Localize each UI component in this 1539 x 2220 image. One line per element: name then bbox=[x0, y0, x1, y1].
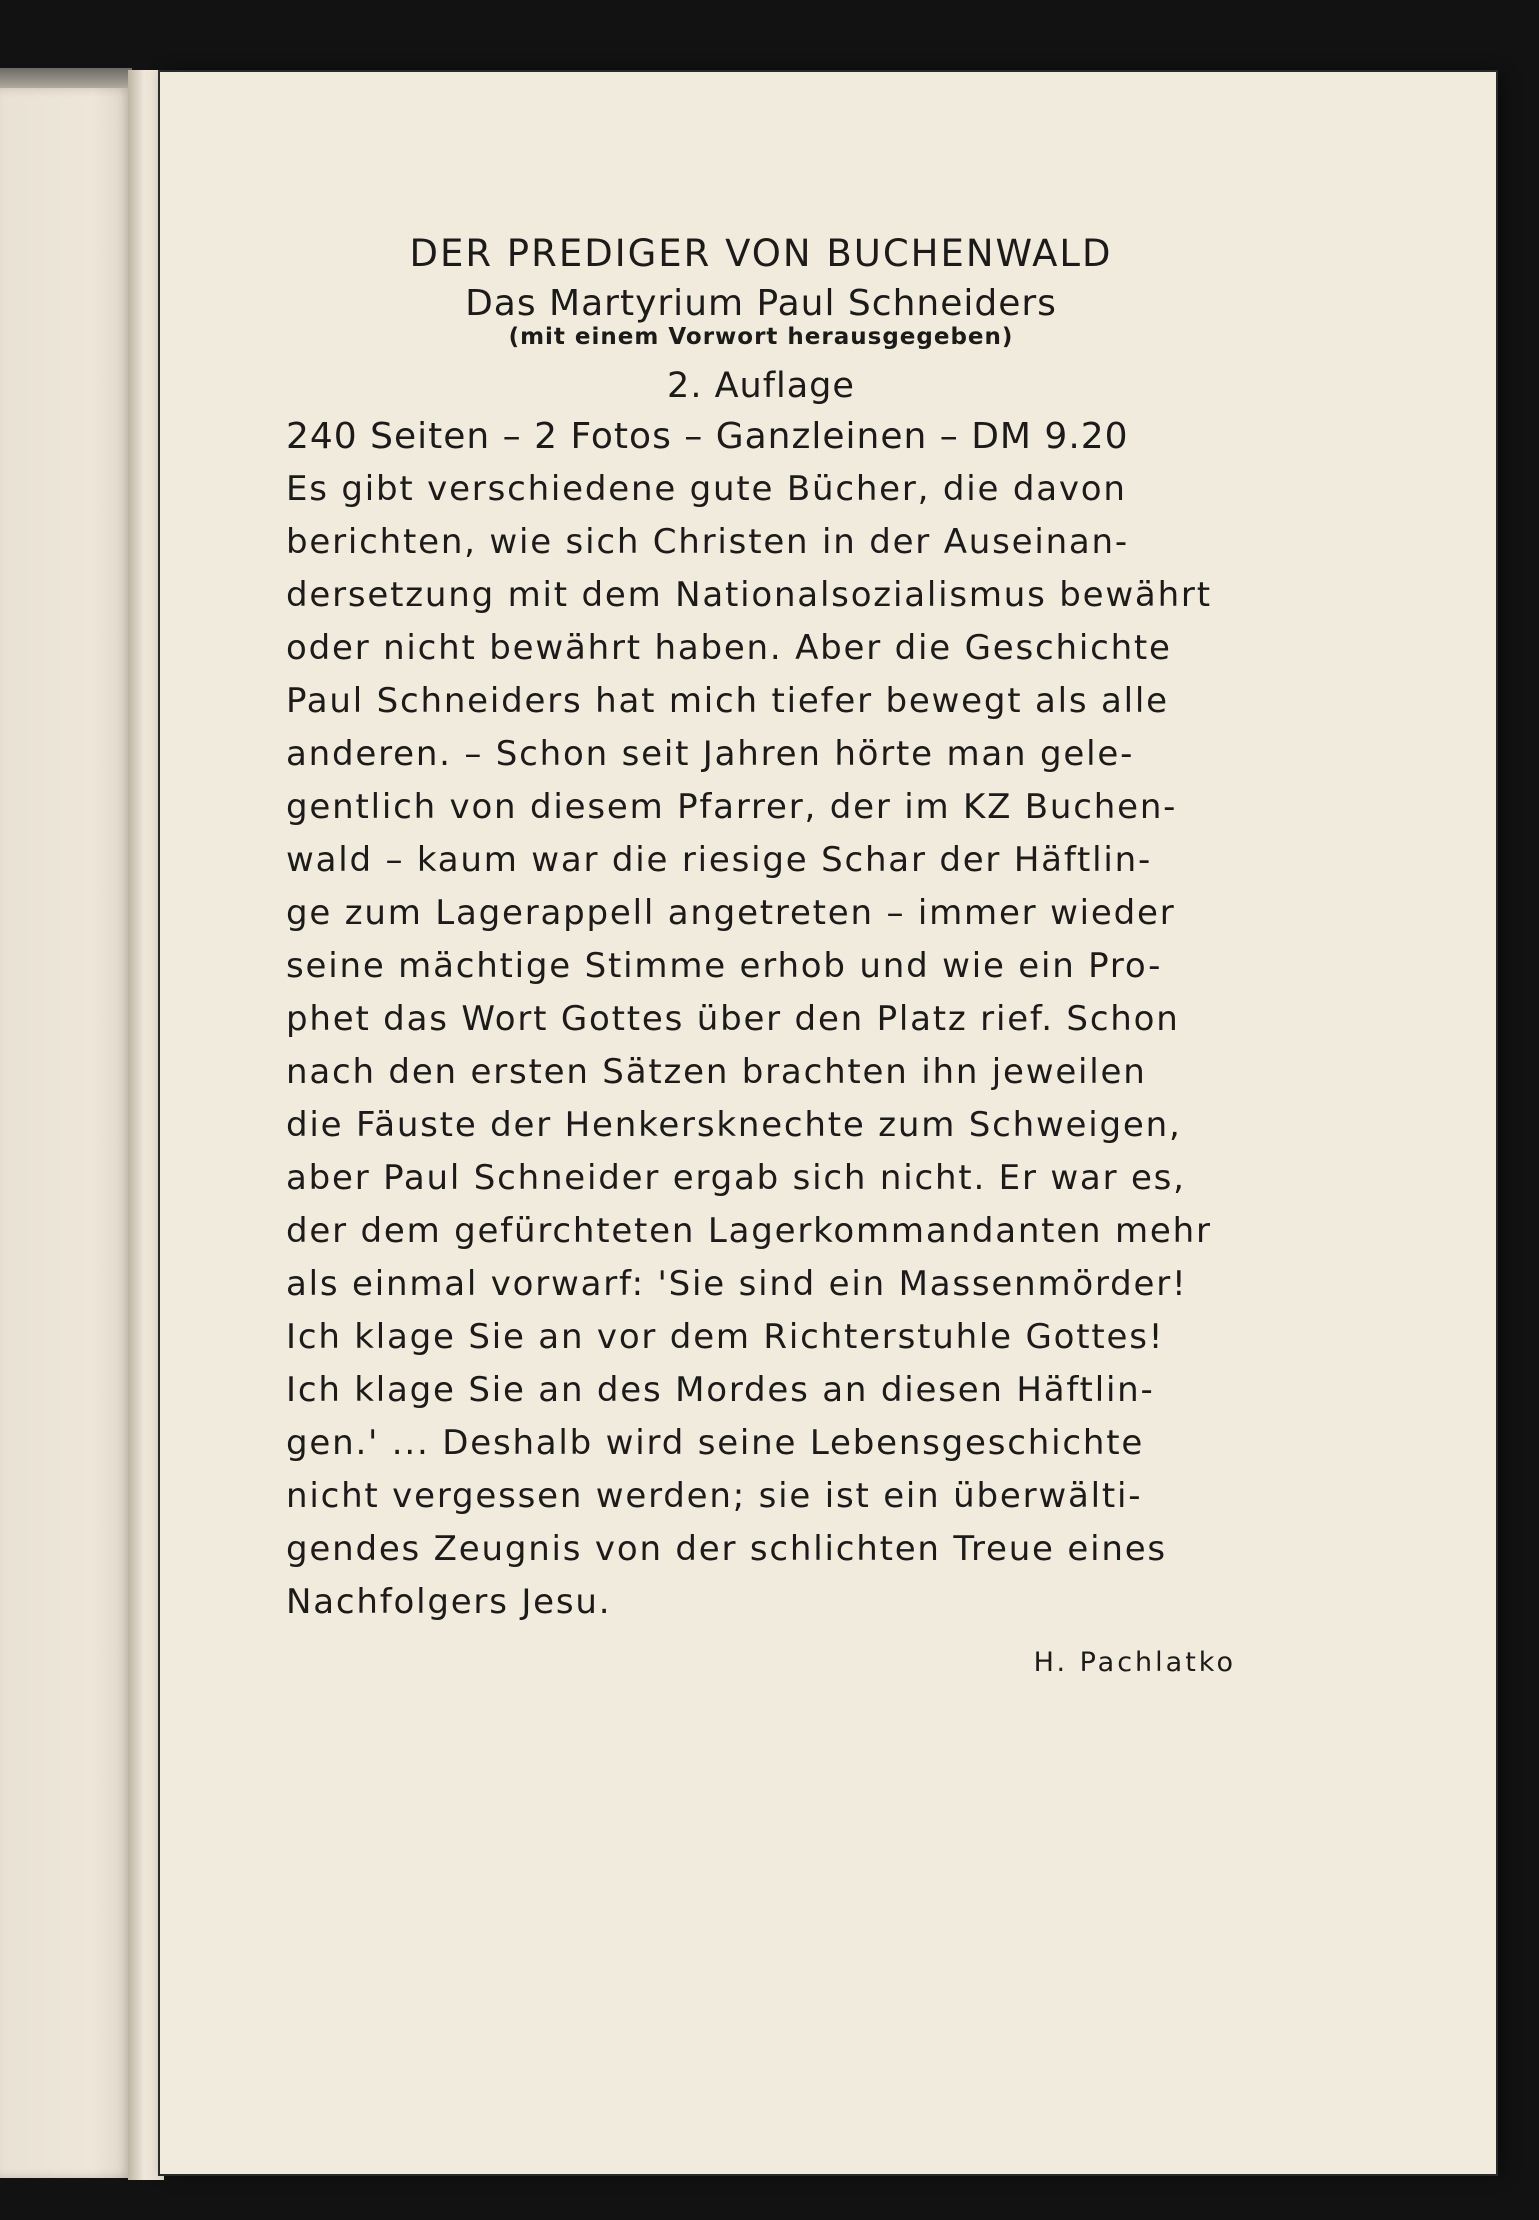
review-line: Ich klage Sie an vor dem Richterstuhle Gottes! bbox=[286, 1317, 1165, 1357]
review-line: seine mächtige Stimme erhob und wie ein Pro- bbox=[286, 946, 1163, 986]
left-page-edge bbox=[0, 88, 132, 2178]
review-line: berichten, wie sich Christen in der Auseinan- bbox=[286, 522, 1129, 562]
book-title: DER PREDIGER VON BUCHENWALD bbox=[409, 232, 1113, 275]
review-line: phet das Wort Gottes über den Platz rief. Schon bbox=[286, 999, 1180, 1039]
review-line: oder nicht bewährt haben. Aber die Geschichte bbox=[286, 628, 1172, 668]
review-line: aber Paul Schneider ergab sich nicht. Er war es, bbox=[286, 1158, 1186, 1198]
review-line: wald – kaum war die riesige Schar der Häftlin- bbox=[286, 840, 1153, 880]
review-line: Nachfolgers Jesu. bbox=[286, 1582, 612, 1622]
review-line: Paul Schneiders hat mich tiefer bewegt als alle bbox=[286, 681, 1169, 721]
review-line: der dem gefürchteten Lagerkommandanten mehr bbox=[286, 1211, 1212, 1251]
review-line: nicht vergessen werden; sie ist ein überwälti- bbox=[286, 1476, 1143, 1516]
book-specs: 240 Seiten – 2 Fotos – Ganzleinen – DM 9.20 bbox=[286, 416, 1129, 457]
review-signature: H. Pachlatko bbox=[1033, 1647, 1236, 1678]
review-line: nach den ersten Sätzen brachten ihn jeweilen bbox=[286, 1052, 1147, 1092]
review-line: gen.' ... Deshalb wird seine Lebensgeschichte bbox=[286, 1423, 1145, 1463]
book-edition: 2. Auflage bbox=[667, 366, 855, 406]
review-line: gentlich von diesem Pfarrer, der im KZ Buchen- bbox=[286, 787, 1178, 827]
book-gutter bbox=[128, 70, 164, 2180]
review-line: Ich klage Sie an des Mordes an diesen Häftlin- bbox=[286, 1370, 1155, 1410]
review-line: ge zum Lagerappell angetreten – immer wieder bbox=[286, 893, 1176, 933]
review-line: gendes Zeugnis von der schlichten Treue eines bbox=[286, 1529, 1167, 1569]
book-page bbox=[160, 72, 1496, 2174]
review-line: als einmal vorwarf: 'Sie sind ein Massenmörder! bbox=[286, 1264, 1188, 1304]
book-note: (mit einem Vorwort herausgegeben) bbox=[508, 324, 1014, 350]
review-text bbox=[286, 463, 1236, 1629]
page-content bbox=[286, 232, 1236, 1678]
review-line: die Fäuste der Henkersknechte zum Schweigen, bbox=[286, 1105, 1182, 1145]
review-line: Es gibt verschiedene gute Bücher, die davon bbox=[286, 469, 1127, 509]
review-line: dersetzung mit dem Nationalsozialismus bewährt bbox=[286, 575, 1212, 615]
review-line: anderen. – Schon seit Jahren hörte man gele- bbox=[286, 734, 1135, 774]
book-subtitle: Das Martyrium Paul Schneiders bbox=[465, 283, 1057, 324]
